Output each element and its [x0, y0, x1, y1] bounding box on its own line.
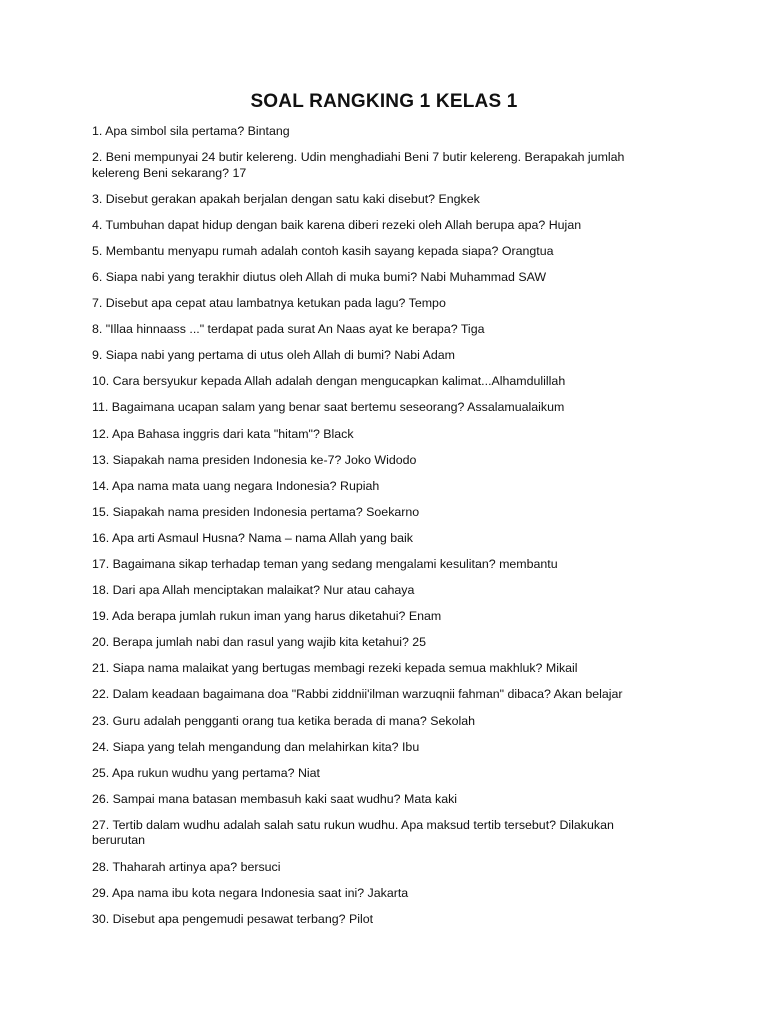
question-item: 15. Siapakah nama presiden Indonesia pertama? Soekarno [92, 504, 420, 519]
question-item: 23. Guru adalah pengganti orang tua ketika berada di mana? Sekolah [92, 713, 476, 728]
question-item: 28. Thaharah artinya apa? bersuci [92, 859, 281, 874]
question-item: 22. Dalam keadaan bagaimana doa "Rabbi ziddnii'ilman warzuqnii fahman" dibaca? Akan belajar [92, 687, 623, 702]
question-item: 19. Ada berapa jumlah rukun iman yang harus diketahui? Enam [92, 609, 442, 624]
question-item: 12. Apa Bahasa inggris dari kata "hitam"? Black [92, 426, 354, 441]
question-item: 10. Cara bersyukur kepada Allah adalah dengan mengucapkan kalimat...Alhamdulillah [92, 374, 566, 389]
question-item: 2. Beni mempunyai 24 butir kelereng. Udin menghadiahi Beni 7 butir kelereng. Berapakah jumlah kelereng Beni sekarang? 17 [92, 150, 625, 180]
question-item: 24. Siapa yang telah mengandung dan melahirkan kita? Ibu [92, 739, 420, 754]
question-item: 29. Apa nama ibu kota negara Indonesia saat ini? Jakarta [92, 885, 409, 900]
question-item: 9. Siapa nabi yang pertama di utus oleh Allah di bumi? Nabi Adam [92, 348, 455, 363]
page-title: SOAL RANGKING 1 KELAS 1 [250, 91, 518, 112]
question-item: 4. Tumbuhan dapat hidup dengan baik karena diberi rezeki oleh Allah berupa apa? Hujan [92, 217, 582, 232]
question-item: 5. Membantu menyapu rumah adalah contoh kasih sayang kepada siapa? Orangtua [92, 243, 554, 258]
question-item: 25. Apa rukun wudhu yang pertama? Niat [92, 765, 320, 780]
question-item: 30. Disebut apa pengemudi pesawat terbang? Pilot [92, 911, 374, 926]
question-item: 13. Siapakah nama presiden Indonesia ke-7? Joko Widodo [92, 452, 417, 467]
question-item: 26. Sampai mana batasan membasuh kaki saat wudhu? Mata kaki [92, 791, 458, 806]
question-item: 14. Apa nama mata uang negara Indonesia? Rupiah [92, 478, 380, 493]
question-item: 16. Apa arti Asmaul Husna? Nama – nama Allah yang baik [92, 530, 413, 545]
question-item: 6. Siapa nabi yang terakhir diutus oleh Allah di muka bumi? Nabi Muhammad SAW [92, 269, 547, 284]
question-item: 27. Tertib dalam wudhu adalah salah satu rukun wudhu. Apa maksud tertib tersebut? Dilakukan berurutan [92, 817, 614, 848]
question-item: 8. "Illaa hinnaass ..." terdapat pada surat An Naas ayat ke berapa? Tiga [92, 322, 485, 337]
question-item: 21. Siapa nama malaikat yang bertugas membagi rezeki kepada semua makhluk? Mikail [92, 661, 578, 676]
question-item: 20. Berapa jumlah nabi dan rasul yang wajib kita ketahui? 25 [92, 635, 427, 650]
question-item: 7. Disebut apa cepat atau lambatnya ketukan pada lagu? Tempo [92, 296, 446, 311]
question-item: 1. Apa simbol sila pertama? Bintang [92, 124, 290, 138]
question-list [92, 124, 662, 938]
question-item: 17. Bagaimana sikap terhadap teman yang sedang mengalami kesulitan? membantu [92, 557, 558, 571]
question-item: 3. Disebut gerakan apakah berjalan dengan satu kaki disebut? Engkek [92, 191, 480, 206]
question-item: 11. Bagaimana ucapan salam yang benar saat bertemu seseorang? Assalamualaikum [92, 400, 565, 415]
question-item: 18. Dari apa Allah menciptakan malaikat? Nur atau cahaya [92, 583, 415, 598]
